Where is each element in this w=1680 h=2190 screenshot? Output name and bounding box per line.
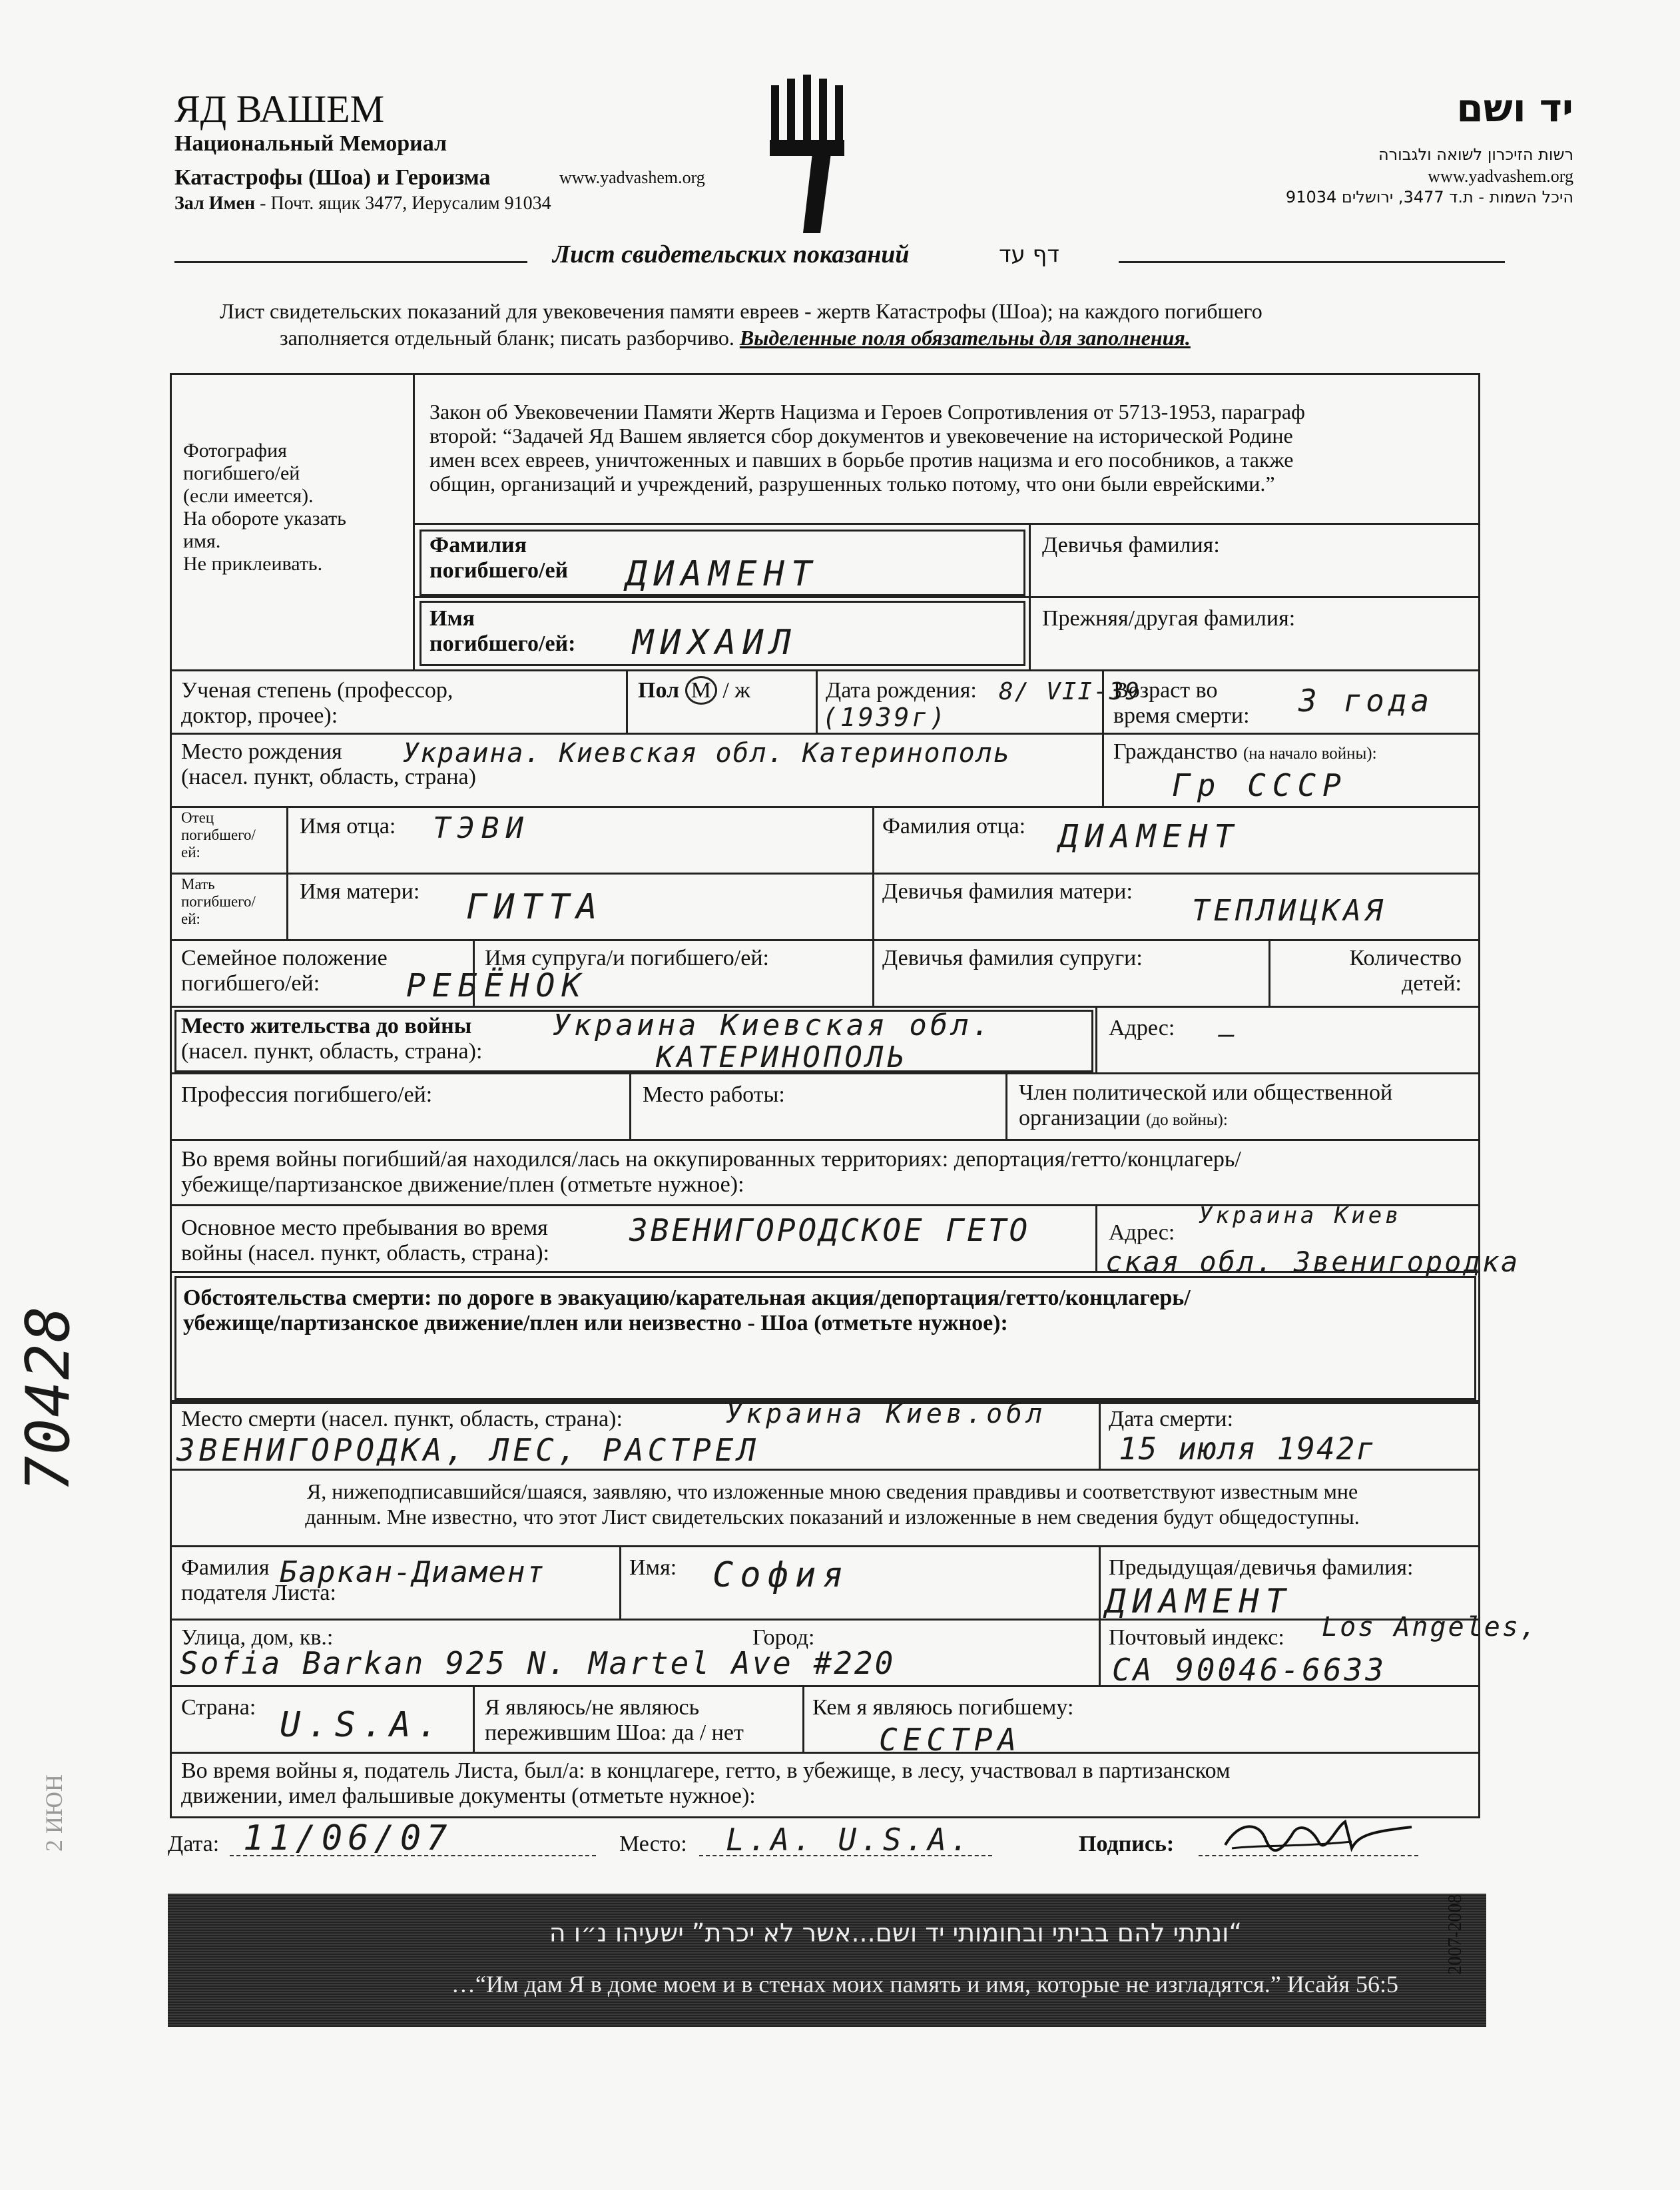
death-place-label: Место смерти (насел. пункт, область, страна): xyxy=(181,1407,623,1431)
dob-label: Дата рождения: xyxy=(826,678,977,703)
photo-divider xyxy=(413,373,415,669)
intro-line-2 xyxy=(280,325,1191,350)
declaration-text: Я, нижеподписавшийся/шаяся, заявляю, что изложенные мною сведения правдивы и соответствуют известным мне данным. Мне известно, что этот Лист свидетельских показаний и изложенные в нем сведения будут общедоступны. xyxy=(305,1479,1360,1529)
col-divider-spouse xyxy=(473,939,475,1006)
date-value[interactable]: 11/06/07 xyxy=(243,1818,453,1858)
signature-underline xyxy=(1199,1855,1418,1856)
submitter-prev-label: Предыдущая/девичья фамилия: xyxy=(1109,1555,1414,1580)
hall-address: - Почт. ящик 3477, Иерусалим 91034 xyxy=(255,193,551,214)
footer-years: 2007-2008 xyxy=(1445,1894,1466,1975)
col-divider-sex xyxy=(626,669,628,733)
col-divider-address xyxy=(1095,1006,1097,1072)
workplace-label: Место работы: xyxy=(643,1082,785,1107)
degree-label: Ученая степень (профессор, доктор, прочее): xyxy=(181,678,453,728)
father-name-value[interactable]: ТЭВИ xyxy=(433,811,530,845)
profession-label: Профессия погибшего/ей: xyxy=(181,1082,433,1107)
address-label: Адрес: xyxy=(1109,1016,1175,1040)
main-place-label: Основное место пребывания во время войны (насел. пункт, область, страна): xyxy=(181,1216,549,1266)
row-line-5 xyxy=(170,806,1480,808)
residence-value-1[interactable]: Украина Киевская обл. xyxy=(553,1008,993,1042)
family-status-value[interactable]: РЕБЁНОК xyxy=(406,967,588,1004)
col-divider-age xyxy=(1102,669,1104,733)
form-title: Лист свидетельских показаний xyxy=(553,240,910,268)
mother-maiden-value[interactable]: ТЕПЛИЦКАЯ xyxy=(1192,894,1387,928)
col-divider-death-date xyxy=(1099,1402,1101,1469)
title-rule-right xyxy=(1119,261,1505,263)
country-value[interactable]: U.S.A. xyxy=(280,1705,445,1745)
sex-option-m-circled[interactable]: М xyxy=(685,676,717,705)
margin-faint-stamp: 2 ИЮН xyxy=(41,1774,67,1852)
footer-quote-he: “ונתתי להם בביתי ובחומותי יד ושם...אשר לא יכרת” ישעיהו נ״ו ה xyxy=(549,1918,1243,1948)
mother-side-label: Мать погибшего/ ей: xyxy=(181,876,256,927)
sex-label: Пол xyxy=(638,678,680,703)
name-label: Имя погибшего/ей: xyxy=(429,606,576,656)
date-label: Дата: xyxy=(168,1832,220,1856)
relation-label: Кем я являюсь погибшему: xyxy=(812,1695,1074,1720)
father-name-label: Имя отца: xyxy=(300,814,396,839)
col-divider-children xyxy=(1268,939,1270,1006)
submitter-surname-label: Фамилия подателя Листа: xyxy=(181,1555,336,1605)
country-label: Страна: xyxy=(181,1695,256,1720)
surname-value[interactable]: ДИАМЕНТ xyxy=(626,554,819,594)
row-line-4 xyxy=(170,733,1480,735)
death-date-label: Дата смерти: xyxy=(1109,1407,1234,1431)
memorial-line-1: Национальный Мемориал xyxy=(174,131,447,156)
intro-required-note: Выделенные поля обязательны для заполнения. xyxy=(739,326,1191,350)
member-label: Член политической или общественной организации (до войны): xyxy=(1019,1080,1393,1130)
children-label: Количество детей: xyxy=(1349,946,1462,996)
col-divider-workplace xyxy=(629,1072,631,1139)
place-underline xyxy=(699,1855,992,1856)
row-line-1 xyxy=(413,523,1480,525)
name-value[interactable]: МИХАИЛ xyxy=(633,623,798,663)
date-underline xyxy=(230,1855,596,1856)
col-divider-zip xyxy=(1099,1619,1101,1685)
mother-name-label: Имя матери: xyxy=(300,879,420,904)
row-line-8 xyxy=(170,1006,1480,1008)
place-label: Место: xyxy=(619,1832,687,1856)
intro-line-2-text: заполняется отдельный бланк; писать разборчиво. xyxy=(280,326,740,350)
row-line-16 xyxy=(170,1685,1480,1687)
wartime-text: Во время войны погибший/ая находился/лась на оккупированных территориях: депортация/гетто/концлагерь/ убежище/партизанское движение/плен (отметьте нужное): xyxy=(181,1147,1241,1197)
row-line-15 xyxy=(170,1619,1480,1621)
relation-value[interactable]: СЕСТРА xyxy=(879,1722,1022,1758)
dob-value[interactable]: 8/ VII-39 xyxy=(999,678,1141,705)
signature[interactable] xyxy=(1219,1808,1418,1862)
col-divider-submitter-prev xyxy=(1099,1545,1101,1619)
row-line-7 xyxy=(170,939,1480,941)
submitter-wartime-text: Во время войны я, податель Листа, был/а: в концлагере, гетто, в убежище, в лесу, участвовал в партизанском движении, имел фальшивые документы (отметьте нужное): xyxy=(181,1758,1231,1808)
law-text: Закон об Увековечении Памяти Жертв Нацизма и Героев Сопротивления от 5713-1953, параграф второй: “Задачей Яд Вашем является сбор документов и увековечение на исторической Родине имен всех евреев, уничтоженных и павших в борьбе против нацизма и его пособников, а также общин, организаций и учреждений, разрушенных только потому, что они были еврейскими.” xyxy=(429,400,1305,496)
org-title-he: יד ושם xyxy=(1456,85,1573,131)
death-place-value-1[interactable]: Украина Киев.обл xyxy=(726,1399,1047,1429)
residence-value-2[interactable]: КАТЕРИНОПОЛЬ xyxy=(656,1040,908,1074)
org-title-ru: ЯД ВАШЕМ xyxy=(174,87,385,131)
title-rule-left xyxy=(174,261,527,263)
memorial-line-2: Катастрофы (Шоа) и Героизма xyxy=(174,165,491,190)
row-line-10 xyxy=(170,1139,1480,1141)
age-value[interactable]: 3 года xyxy=(1298,683,1434,719)
surname-label: Фамилия погибшего/ей xyxy=(429,533,569,583)
col-divider-spouse-maiden xyxy=(872,939,874,1006)
submitter-prev-value[interactable]: ДИАМЕНТ xyxy=(1105,1582,1292,1621)
row-line-14 xyxy=(170,1545,1480,1547)
street-label: Улица, дом, кв.: xyxy=(181,1625,334,1650)
submitter-name-value[interactable]: София xyxy=(712,1555,850,1595)
photo-note: Фотография погибшего/ей (если имеется). На обороте указать имя. Не приклеивать. xyxy=(183,440,346,575)
main-place-value[interactable]: ЗВЕНИГОРОДСКОЕ ГЕТО xyxy=(629,1212,1031,1248)
row-line-9 xyxy=(170,1072,1480,1074)
spouse-name-label: Имя супруга/и погибшего/ей: xyxy=(485,946,769,970)
birthplace-label: Место рождения (насел. пункт, область, страна) xyxy=(181,739,476,789)
sex-option-f[interactable]: / ж xyxy=(722,678,750,703)
submitter-surname-value[interactable]: Баркан-Диамент xyxy=(280,1555,545,1589)
father-surname-label: Фамилия отца: xyxy=(882,814,1026,839)
sex-field xyxy=(638,678,750,703)
citizenship-value[interactable]: Гр СССР xyxy=(1172,767,1348,803)
zip-label: Почтовый индекс: xyxy=(1109,1625,1284,1650)
zip-value[interactable]: CA 90046-6633 xyxy=(1112,1652,1387,1688)
row-line-2 xyxy=(413,596,1480,598)
death-place-value-2[interactable]: ЗВЕНИГОРОДКА, ЛЕС, РАСТРЕЛ xyxy=(176,1432,760,1468)
residence-label: Место жительства до войны (насел. пункт, область, страна): xyxy=(181,1014,483,1064)
prev-surname-label: Прежняя/другая фамилия: xyxy=(1042,606,1296,631)
main-addr-value-1[interactable]: Украина Киев xyxy=(1199,1202,1402,1229)
submitter-name-label: Имя: xyxy=(629,1555,677,1580)
row-line-12 xyxy=(170,1271,1480,1273)
hall-label: Зал Имен xyxy=(174,193,256,214)
col-divider-relation xyxy=(802,1685,804,1752)
yad-vashem-logo-icon xyxy=(766,73,859,240)
main-addr-value-2[interactable]: ская обл. Звенигородка xyxy=(1105,1246,1520,1278)
col-divider-member xyxy=(1005,1072,1007,1139)
form-title-he: דף עד xyxy=(999,241,1059,268)
col-divider-survivor xyxy=(473,1685,475,1752)
mother-name-value[interactable]: ГИТТА xyxy=(466,887,604,927)
place-value[interactable]: L.A. U.S.A. xyxy=(726,1822,973,1858)
he-line-2: www.yadvashem.org xyxy=(1428,167,1573,186)
survivor-label: Я являюсь/не являюсь пережившим Шоа: да / нет xyxy=(485,1695,744,1745)
col-divider-submitter-name xyxy=(619,1545,621,1619)
father-side-label: Отец погибшего/ ей: xyxy=(181,809,256,861)
col-divider-main-addr xyxy=(1095,1204,1097,1271)
family-status-label: Семейное положение погибшего/ей: xyxy=(181,946,388,996)
hall-of-names-line xyxy=(174,193,551,214)
col-divider-dob xyxy=(816,669,818,733)
street-value[interactable]: Sofia Barkan 925 N. Martel Ave #220 xyxy=(180,1645,896,1681)
website-left: www.yadvashem.org xyxy=(559,168,705,187)
city-label: Город: xyxy=(752,1625,815,1650)
mother-maiden-label: Девичья фамилия матери: xyxy=(882,879,1133,904)
death-date-value[interactable]: 15 июля 1942г xyxy=(1119,1431,1376,1467)
maiden-name-label: Девичья фамилия: xyxy=(1042,533,1220,557)
he-line-3: היכל השמות - ת.ד 3477, ירושלים 91034 xyxy=(1285,188,1573,206)
footer-banner xyxy=(168,1894,1486,2027)
spouse-maiden-label: Девичья фамилия супруги: xyxy=(882,946,1143,970)
age-label: Возраст во время смерти: xyxy=(1113,678,1250,728)
intro-line-1: Лист свидетельских показаний для увековечения памяти евреев - жертв Катастрофы (Шоа); на каждого погибшего xyxy=(220,299,1262,323)
footer-quote-ru: …“Им дам Я в доме моем и в стенах моих память и имя, которые не изгладятся.” Исайя 56:5 xyxy=(451,1971,1398,1998)
he-line-1: רשות הזיכרון לשואה ולגבורה xyxy=(1378,145,1573,164)
signature-label: Подпись: xyxy=(1079,1832,1175,1856)
row-line-6 xyxy=(170,873,1480,875)
row-line-17 xyxy=(170,1752,1480,1754)
father-surname-value[interactable]: ДИАМЕНТ xyxy=(1059,818,1241,855)
margin-record-number: 70428 xyxy=(13,1305,83,1492)
birthplace-value[interactable]: Украина. Киевская обл. Катеринополь xyxy=(403,738,1011,769)
row-line-3 xyxy=(170,669,1480,671)
dob-year-value[interactable]: (1939г) xyxy=(822,703,948,732)
col-divider-citizenship xyxy=(1102,733,1104,806)
citizenship-label: Гражданство (на начало войны): xyxy=(1113,739,1377,764)
city-value[interactable]: Los Angeles, xyxy=(1322,1612,1538,1643)
row-line-13 xyxy=(170,1469,1480,1471)
main-addr-label: Адрес: xyxy=(1109,1220,1175,1245)
address-value[interactable]: — xyxy=(1219,1019,1242,1050)
death-circ-text: Обстоятельства смерти: по дороге в эвакуацию/карательная акция/депортация/гетто/концлагерь/ убежище/партизанское движение/плен или неизвестно - Шоа (отметьте нужное): xyxy=(183,1285,1191,1335)
